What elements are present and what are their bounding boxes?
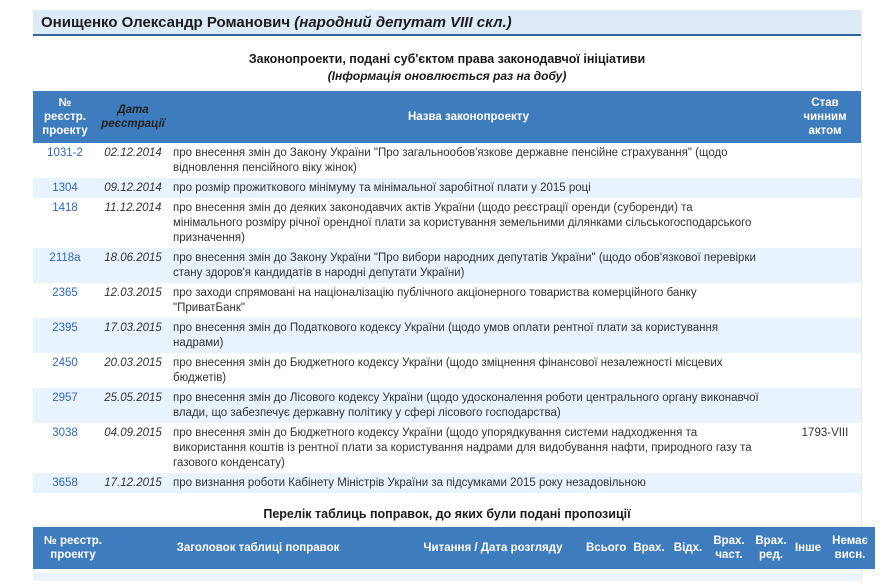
col-header-no-conclusion: Немає висн. (825, 527, 875, 569)
bill-number-link[interactable]: 3658 (52, 477, 78, 489)
bill-row (33, 248, 861, 283)
bill-number-link[interactable]: 2395 (52, 322, 78, 334)
bill-number-cell (33, 143, 97, 178)
bill-reg-date: 20.03.2015 (104, 357, 162, 369)
bill-became-act (789, 283, 861, 318)
col-header-became-act: Став чинним актом (789, 91, 861, 143)
bill-number-cell (33, 388, 97, 423)
bill-reg-date: 02.12.2014 (104, 147, 162, 159)
deputy-role: (народний депутат VIII скл.) (294, 14, 512, 31)
bill-number-cell (33, 198, 97, 248)
bill-number-link[interactable]: 1418 (52, 202, 78, 214)
bill-reg-date: 12.03.2015 (104, 287, 162, 299)
bill-number-link[interactable]: 1031-2 (47, 147, 83, 159)
bill-number-link[interactable]: 2118а (49, 252, 81, 264)
bill-number-cell (33, 318, 97, 353)
bill-number-cell (33, 473, 97, 493)
bill-title: про внесення змін до деяких законодавчих актів України (щодо реєстрації оренди (суборенди) та мінімального розміру річної орендної плати за користування земельними ділянками сільськогосподарського призначення) (173, 202, 752, 244)
bill-became-act (789, 248, 861, 283)
col-header-rejected: Відх. (669, 527, 707, 569)
bill-title: про внесення змін до Лісового кодексу України (щодо удосконалення роботи центрального органу виконавчої влади, що забезпечує державну політику у сфері лісового господарства) (173, 392, 759, 419)
bill-number-link[interactable]: 3038 (52, 427, 78, 439)
bill-reg-date: 18.06.2015 (104, 252, 162, 264)
bill-number-cell (33, 353, 97, 388)
col-header-amend-reg-number: № реєстр. проекту (33, 527, 113, 569)
col-header-amend-table-title: Заголовок таблиці поправок (113, 527, 403, 569)
col-header-total: Всього (583, 527, 629, 569)
bill-row (33, 423, 861, 473)
bill-reg-date: 11.12.2014 (104, 202, 162, 214)
bill-title: про внесення змін до Бюджетного кодексу України (щодо упорядкування системи надходження та використання коштів із рентної плати за користування надрами для видобування нафти, природного газу та газового конденсату) (173, 427, 752, 469)
col-header-accepted-partially: Врах. част. (707, 527, 751, 569)
bill-title: про внесення змін до Бюджетного кодексу України (щодо зміцнення фінансової незалежності місцевих бюджетів) (173, 357, 723, 384)
page-container (33, 10, 868, 585)
col-header-reading-date: Читання / Дата розгляду (403, 527, 583, 569)
bill-reg-date: 04.09.2015 (104, 427, 162, 439)
bills-table-body (33, 143, 861, 493)
bill-row (33, 178, 861, 198)
bill-row (33, 198, 861, 248)
bill-row (33, 143, 861, 178)
amendments-first-row-clipped (33, 573, 861, 581)
bill-number-cell (33, 283, 97, 318)
bills-table-header (33, 91, 861, 143)
bills-section-subtitle: (Інформація оновлюється раз на добу) (327, 69, 567, 83)
amendments-table-header (33, 527, 875, 569)
bill-reg-date: 17.03.2015 (104, 322, 162, 334)
bill-number-cell (33, 248, 97, 283)
bill-became-act (789, 318, 861, 353)
deputy-title-bar (33, 10, 861, 36)
bills-table (33, 91, 861, 493)
bill-number-link[interactable]: 2450 (52, 357, 78, 369)
bill-title: про внесення змін до Закону України "Про загальнообов'язкове державне пенсійне страхування" (щодо відновлення пенсійного віку жінок) (173, 147, 728, 174)
bills-section-head (33, 52, 861, 83)
bill-reg-date: 09.12.2014 (104, 182, 162, 194)
bill-became-act (789, 473, 861, 493)
col-header-bill-title: Назва законопроекту (169, 91, 789, 143)
bill-title: про заходи спрямовані на націоналізацію публічного акціонерного товариства комерційного банку "ПриватБанк" (173, 287, 697, 314)
bill-became-act (789, 198, 861, 248)
bill-row (33, 283, 861, 318)
bill-row (33, 318, 861, 353)
bill-row (33, 473, 861, 493)
col-header-reg-number: № реєстр. проекту (33, 91, 97, 143)
bill-became-act (789, 143, 861, 178)
bills-section-title: Законопроекти, подані суб'єктом права законодавчої ініціативи (248, 52, 646, 66)
col-header-accepted-edited: Врах. ред. (751, 527, 791, 569)
bill-reg-date: 25.05.2015 (104, 392, 162, 404)
bill-reg-date: 17.12.2015 (104, 477, 162, 489)
bill-number-cell (33, 178, 97, 198)
bill-title: про внесення змін до Податкового кодексу України (щодо умов оплати рентної плати за користування надрами) (173, 322, 719, 349)
bill-number-link[interactable]: 1304 (52, 182, 78, 194)
col-header-accepted: Врах. (629, 527, 669, 569)
amendments-section-title: Перелік таблиць поправок, до яких були подані пропозиції (263, 507, 631, 521)
bill-became-act (789, 388, 861, 423)
bill-title: про визнання роботи Кабінету Міністрів України за підсумками 2015 року незадовільною (173, 477, 646, 489)
bill-number-cell (33, 423, 97, 473)
bill-number-link[interactable]: 2957 (52, 392, 78, 404)
amendments-table (33, 527, 875, 569)
col-header-reg-date: Дата реєстрації (97, 91, 169, 143)
bill-became-act (789, 353, 861, 388)
bill-became-act: 1793-VIII (801, 427, 849, 439)
bill-number-link[interactable]: 2365 (52, 287, 78, 299)
bill-row (33, 388, 861, 423)
bill-became-act (789, 178, 861, 198)
bill-title: про розмір прожиткового мінімуму та мінімальної заробітної плати у 2015 році (173, 182, 591, 194)
bill-row (33, 353, 861, 388)
col-header-other: Інше (791, 527, 825, 569)
deputy-name: Онищенко Олександр Романович (41, 14, 291, 31)
bill-title: про внесення змін до Закону України "Про вибори народних депутатів України" (щодо обов'язкової перевірки стану здоров'я кандидатів в народні депутати України) (173, 252, 756, 279)
